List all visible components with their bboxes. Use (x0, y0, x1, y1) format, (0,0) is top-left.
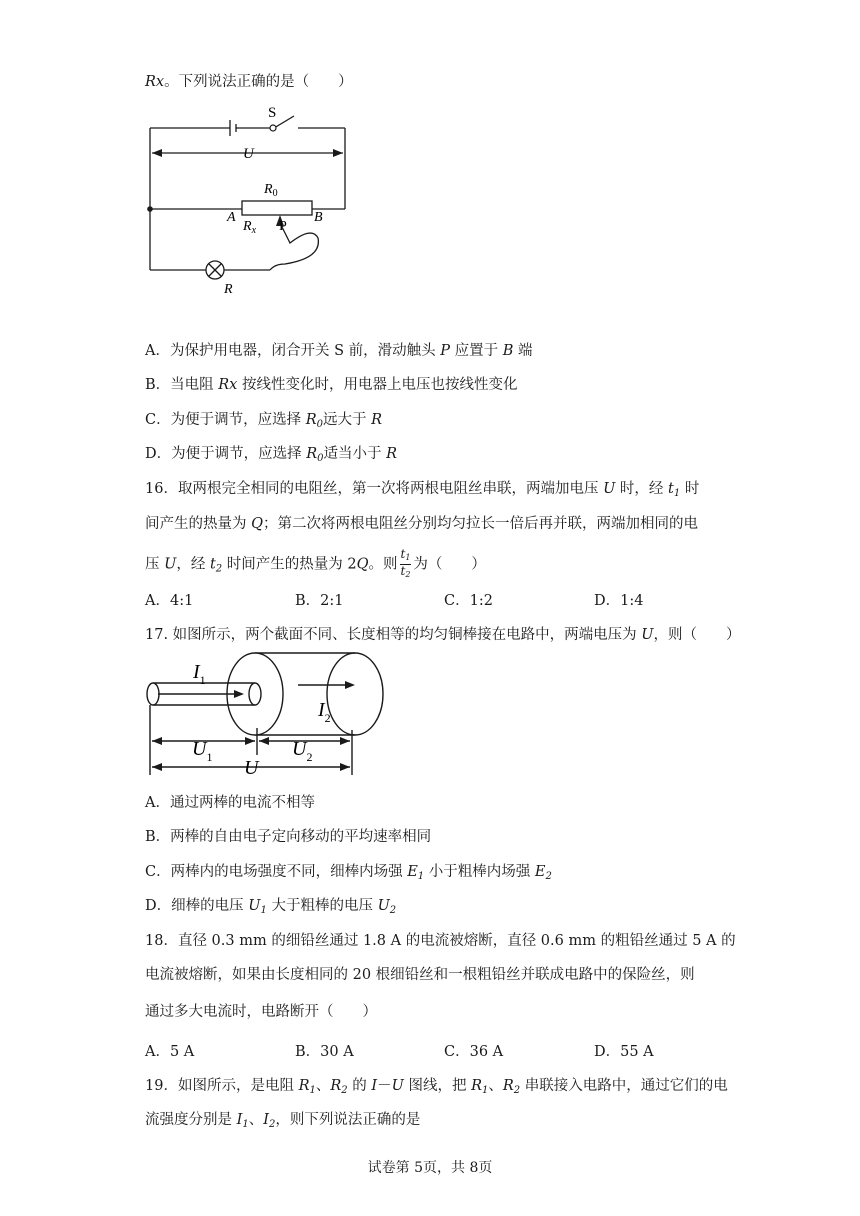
q19-stem-line-1: 19．如图所示，是电阻 $R_1$、$R_2$ 的 I－U 图线，把 $R_1$、$R_2$ 串联接入电路中，通过它们的电 (145, 1078, 728, 1096)
q17-stem: 17. 如图所示，两个截面不同、长度相等的均匀铜棒接在电路中，两端电压为 U，则（ ） (145, 627, 741, 643)
page-footer: 试卷第 5页，共 8页 (367, 1160, 493, 1176)
q16-stem-line-1: 16．取两根完全相同的电阻丝，第一次将两根电阻丝串联，两端加电压 U 时，经 $t_1$ 时 (145, 481, 700, 499)
contact-p-label: P (279, 219, 287, 234)
q16-stem-line-2: 间产生的热量为 Q；第二次将两根电阻丝分别均匀拉长一倍后再并联，两端加相同的电 (145, 516, 698, 532)
q15-option-d: D．为便于调节，应选择 $R_0$适当小于 R (145, 446, 398, 464)
q15-option-c: C．为便于调节，应选择 $R_0$远大于 R (145, 412, 383, 430)
resistor-r0-label: $R_0$ (264, 182, 278, 199)
q16-option-d: D．1:4 (594, 593, 644, 609)
q18-stem-line-3: 通过多大电流时，电路断开（ ） (145, 1004, 377, 1020)
q19-stem-line-2: 流强度分别是 $I_1$、$I_2$，则下列说法正确的是 (145, 1112, 421, 1130)
q18-option-b: B．30 A (295, 1044, 354, 1060)
q18-option-c: C．36 A (444, 1044, 504, 1060)
t1-over-t2-fraction: $\frac{t_1}{t_2}$ (400, 547, 411, 579)
q18-stem-line-2: 电流被熔断，如果由长度相同的 20 根细铅丝和一根粗铅丝并联成电路中的保险丝，则 (145, 967, 695, 983)
rx-label: $R_x$ (243, 219, 257, 236)
q16-option-b: B．2:1 (295, 593, 344, 609)
q17-option-b: B．两棒的自由电子定向移动的平均速率相同 (145, 829, 432, 845)
q16-option-c: C．1:2 (444, 593, 493, 609)
end-a-label: A (227, 210, 236, 225)
q17-option-c: C．两棒内的电场强度不同，细棒内场强 $E_1$ 小于粗棒内场强 $E_2$ (145, 864, 552, 882)
switch-label: S (268, 105, 277, 121)
voltage-u2-label: $U_2$ (292, 738, 313, 764)
end-b-label: B (314, 210, 323, 225)
potentiometer-circuit-diagram (140, 98, 360, 298)
current-i1-label: $I_1$ (193, 661, 206, 687)
voltage-u1-label: $U_1$ (192, 738, 213, 764)
q15-option-b: B．当电阻 Rx 按线性变化时，用电器上电压也按线性变化 (145, 377, 518, 393)
q18-stem-line-1: 18．直径 0.3 mm 的细铅丝通过 1.8 A 的电流被熔断，直径 0.6 mm 的粗铅丝通过 5 A 的 (145, 933, 736, 949)
q15-option-a: A．为保护用电器，闭合开关 S 前，滑动触头 P 应置于 B 端 (145, 343, 533, 359)
q17-option-d: D．细棒的电压 $U_1$ 大于粗棒的电压 $U_2$ (145, 898, 397, 916)
lamp-r-label: R (224, 282, 233, 297)
voltage-label: U (243, 146, 254, 162)
q16-stem-line-3: 压 U，经 $t_2$ 时间产生的热量为 2Q。则 $\frac{t_1}{t_2}$ 为（ ） (145, 547, 486, 579)
voltage-u-label: U (244, 757, 259, 779)
current-i2-label: $I_2$ (318, 699, 331, 725)
q16-option-a: A．4:1 (145, 593, 194, 609)
copper-rods-diagram (140, 650, 390, 780)
q18-option-d: D．55 A (594, 1044, 654, 1060)
q18-option-a: A．5 A (145, 1044, 195, 1060)
question-15-stem-tail: Rx。下列说法正确的是（ ） (145, 74, 353, 90)
q17-option-a: A．通过两棒的电流不相等 (145, 795, 315, 811)
